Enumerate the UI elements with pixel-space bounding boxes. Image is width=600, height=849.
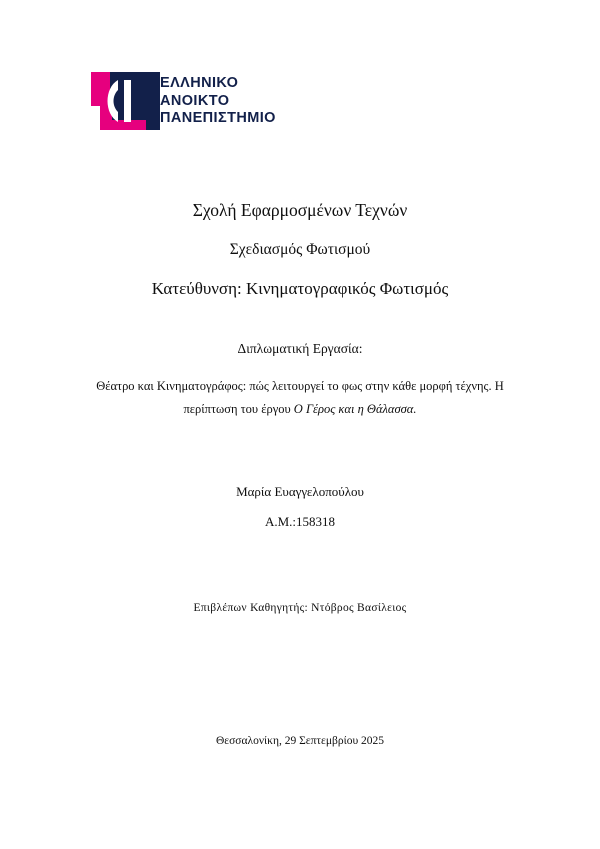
thesis-title-line-2: τέχνης. Η περίπτωση του έργου [183,379,504,417]
author-name: Μαρία Ευαγγελοπούλου [236,484,364,499]
supervisor-name: Επιβλέπων Καθηγητής: Ντόβρος Βασίλειος [193,602,407,614]
student-number: Α.Μ.:158318 [264,514,336,529]
school-name: Σχολή Εφαρμοσμένων Τεχνών [192,200,408,220]
place-and-date: Θεσσαλονίκη, 29 Σεπτεμβρίου 2025 [215,735,385,747]
logo-line-1: ΕΛΛΗΝΙΚΟ [160,75,239,91]
logo-line-2: ΑΝΟΙΚΤΟ [160,92,230,109]
direction-name: Κατεύθυνση: Κινηματογραφικός Φωτισμός [151,279,449,298]
thesis-title-work: Ο Γέρος και η Θάλασσα. [293,402,417,417]
program-name: Σχεδιασμός Φωτισμού [229,241,371,258]
eap-logo-mark-icon [88,68,166,138]
logo-wordmark [160,75,276,128]
logo-line-3: ΠΑΝΕΠΙΣΤΗΜΙΟ [160,110,276,127]
thesis-title [0,375,600,421]
thesis-label: Διπλωματική Εργασία: [237,341,363,356]
thesis-title-line-1: Θέατρο και Κινηματογράφος: πώς λειτουργεί το φως στην κάθε μορφή [96,379,453,393]
university-logo [88,68,288,140]
